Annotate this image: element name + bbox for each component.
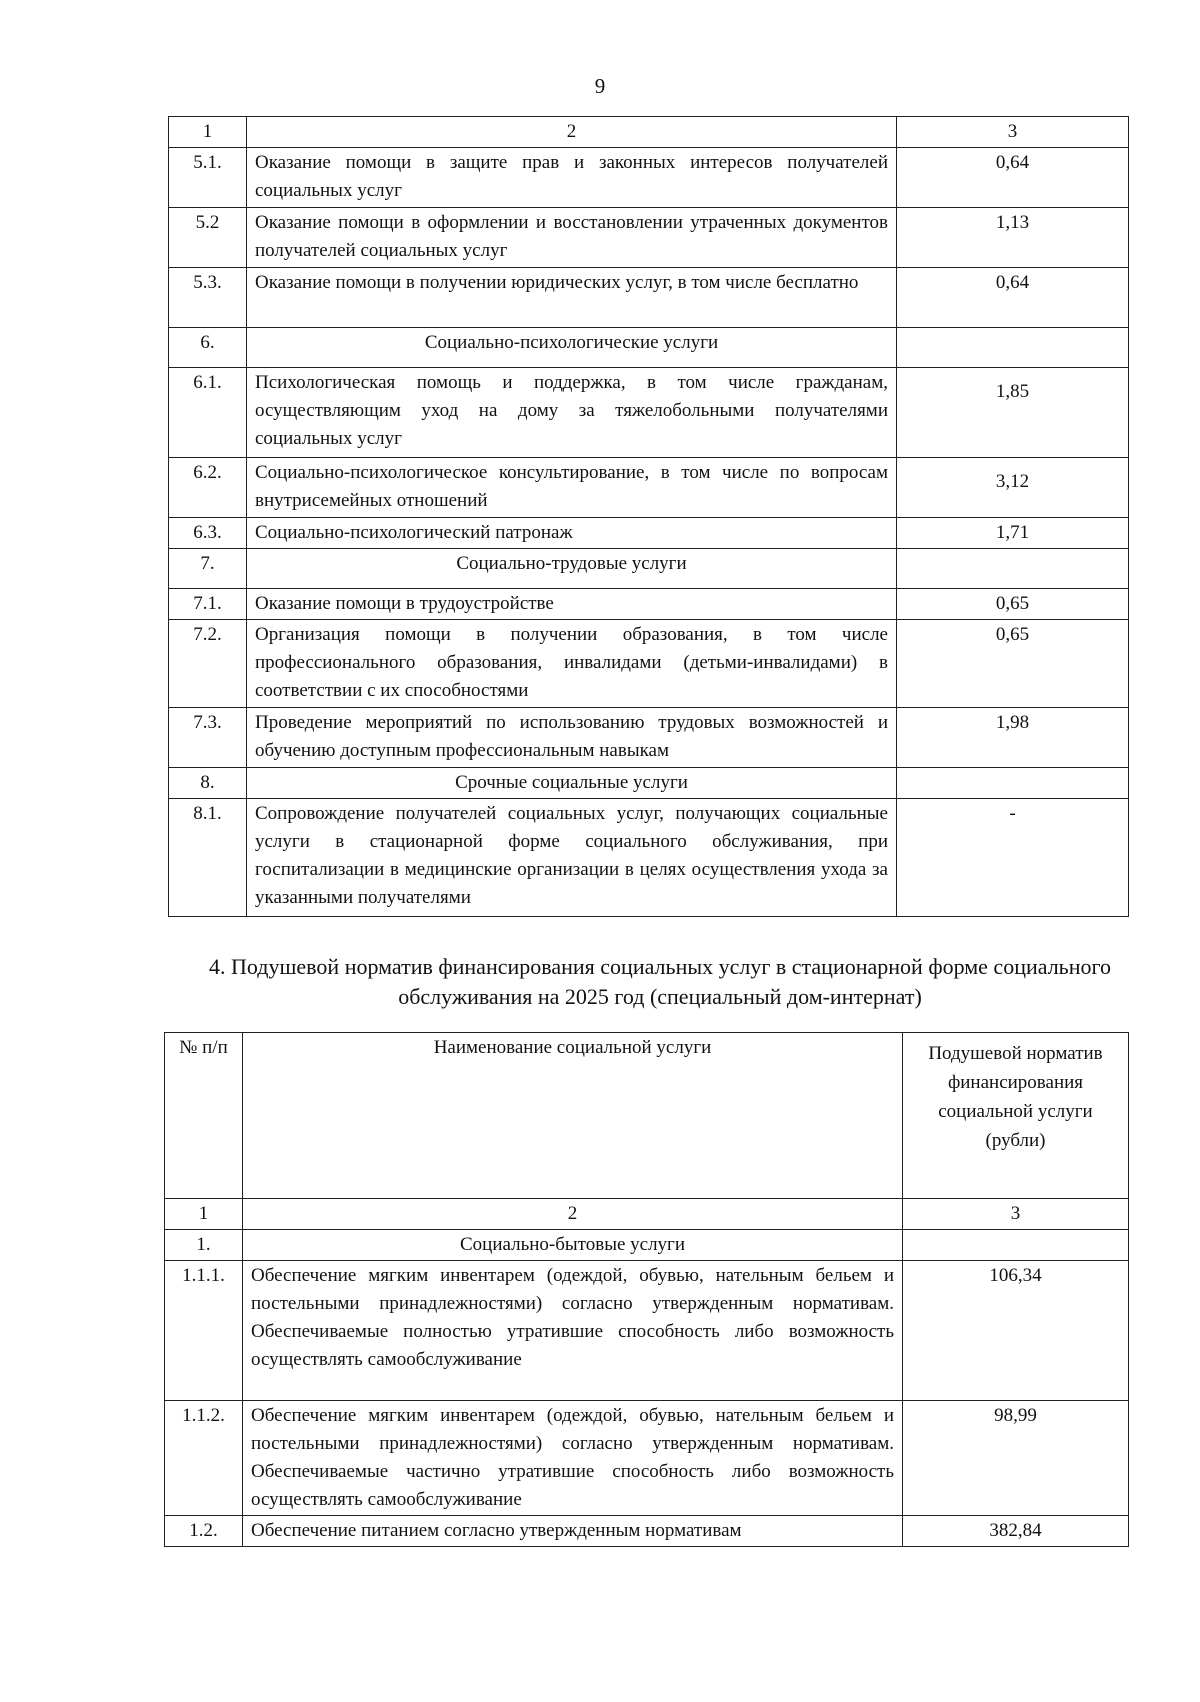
page-number: 9 <box>594 74 606 98</box>
service-name: Сопровождение получателей социальных услуг, получающих социальные услуги в стационарной форме социального обслуживания, при госпитализации в медицинские организации в целях осуществления ухода за указанными получателями <box>247 799 897 917</box>
column-number-1: 1 <box>165 1199 243 1230</box>
section-value <box>897 549 1129 589</box>
service-value: - <box>897 799 1129 917</box>
service-name: Оказание помощи в защите прав и законных интересов получателей социальных услуг <box>247 148 897 208</box>
section-heading: 4. Подушевой норматив финансирования социальных услуг в стационарной форме социального обслуживания на 2025 год (специальный дом-интернат) <box>209 954 1111 1009</box>
section-number: 6. <box>169 328 247 368</box>
row-number: 6.1. <box>169 368 247 458</box>
table-row <box>169 620 1129 708</box>
service-name: Оказание помощи в оформлении и восстановлении утраченных документов получателей социальных услуг <box>247 208 897 268</box>
row-number: 7.1. <box>169 589 247 620</box>
table-row <box>169 148 1129 208</box>
column-title-number: № п/п <box>165 1033 243 1199</box>
service-value: 1,71 <box>897 518 1129 549</box>
service-value: 0,64 <box>897 268 1129 328</box>
section-row <box>169 328 1129 368</box>
section-row <box>169 549 1129 589</box>
section-title: Социально-бытовые услуги <box>243 1230 903 1261</box>
service-name: Оказание помощи в трудоустройстве <box>247 589 897 620</box>
table-header-row <box>165 1199 1129 1230</box>
service-name: Организация помощи в получении образования, в том числе профессионального образования, инвалидами (детьми-инвалидами) в соответствии с их способностями <box>247 620 897 708</box>
services-table-continued <box>168 116 1129 917</box>
section-number: 8. <box>169 768 247 799</box>
section-title: Срочные социальные услуги <box>247 768 897 799</box>
table-row <box>169 458 1129 518</box>
column-number-2: 2 <box>243 1199 903 1230</box>
service-value: 106,34 <box>903 1261 1129 1401</box>
service-value: 0,65 <box>897 620 1129 708</box>
service-value: 1,85 <box>897 368 1129 458</box>
table-row <box>169 589 1129 620</box>
table-row <box>169 708 1129 768</box>
service-name: Проведение мероприятий по использованию трудовых возможностей и обучению доступным профессиональным навыкам <box>247 708 897 768</box>
row-number: 7.2. <box>169 620 247 708</box>
column-number-2: 2 <box>247 117 897 148</box>
column-number-3: 3 <box>897 117 1129 148</box>
table-row <box>165 1516 1129 1547</box>
row-number: 5.2 <box>169 208 247 268</box>
table-row <box>165 1401 1129 1516</box>
row-number: 1.1.2. <box>165 1401 243 1516</box>
section-title: Социально-психологические услуги <box>247 328 897 368</box>
column-number-3: 3 <box>903 1199 1129 1230</box>
service-name: Оказание помощи в получении юридических услуг, в том числе бесплатно <box>247 268 897 328</box>
row-number: 5.3. <box>169 268 247 328</box>
column-title-name: Наименование социальной услуги <box>243 1033 903 1199</box>
service-value: 0,65 <box>897 589 1129 620</box>
service-value: 382,84 <box>903 1516 1129 1547</box>
table-header-row <box>169 117 1129 148</box>
service-value: 0,64 <box>897 148 1129 208</box>
section-row <box>169 768 1129 799</box>
row-number: 5.1. <box>169 148 247 208</box>
per-capita-standard-table <box>164 1032 1129 1547</box>
table-row <box>169 268 1129 328</box>
service-name: Обеспечение мягким инвентарем (одеждой, обувью, нательным бельем и постельными принадлежностями) согласно утвержденным нормативам. Обеспечиваемые частично утратившие способность либо возможность осуществлять самообслуживание <box>243 1401 903 1516</box>
service-value: 1,98 <box>897 708 1129 768</box>
service-name: Обеспечение питанием согласно утвержденным нормативам <box>243 1516 903 1547</box>
section-number: 1. <box>165 1230 243 1261</box>
table-row <box>165 1261 1129 1401</box>
service-value: 98,99 <box>903 1401 1129 1516</box>
column-number-1: 1 <box>169 117 247 148</box>
table-title-row <box>165 1033 1129 1199</box>
row-number: 1.1.1. <box>165 1261 243 1401</box>
table-row <box>169 799 1129 917</box>
service-value: 3,12 <box>897 458 1129 518</box>
section-value <box>903 1230 1129 1261</box>
service-name: Психологическая помощь и поддержка, в том числе гражданам, осуществляющим уход на дому за тяжелобольными получателями социальных услуг <box>247 368 897 458</box>
row-number: 6.2. <box>169 458 247 518</box>
table-row <box>169 518 1129 549</box>
section-title: Социально-трудовые услуги <box>247 549 897 589</box>
row-number: 8.1. <box>169 799 247 917</box>
row-number: 7.3. <box>169 708 247 768</box>
service-name: Социально-психологический патронаж <box>247 518 897 549</box>
section-value <box>897 328 1129 368</box>
service-name: Обеспечение мягким инвентарем (одеждой, обувью, нательным бельем и постельными принадлежностями) согласно утвержденным нормативам. Обеспечиваемые полностью утратившие способность либо возможность осуществлять самообслуживание <box>243 1261 903 1401</box>
column-title-value: Подушевой норматив финансирования социальной услуги (рубли) <box>903 1033 1129 1199</box>
service-name: Социально-психологическое консультирование, в том числе по вопросам внутрисемейных отношений <box>247 458 897 518</box>
service-value: 1,13 <box>897 208 1129 268</box>
section-row <box>165 1230 1129 1261</box>
row-number: 6.3. <box>169 518 247 549</box>
table-row <box>169 208 1129 268</box>
section-value <box>897 768 1129 799</box>
section-number: 7. <box>169 549 247 589</box>
row-number: 1.2. <box>165 1516 243 1547</box>
table-row <box>169 368 1129 458</box>
